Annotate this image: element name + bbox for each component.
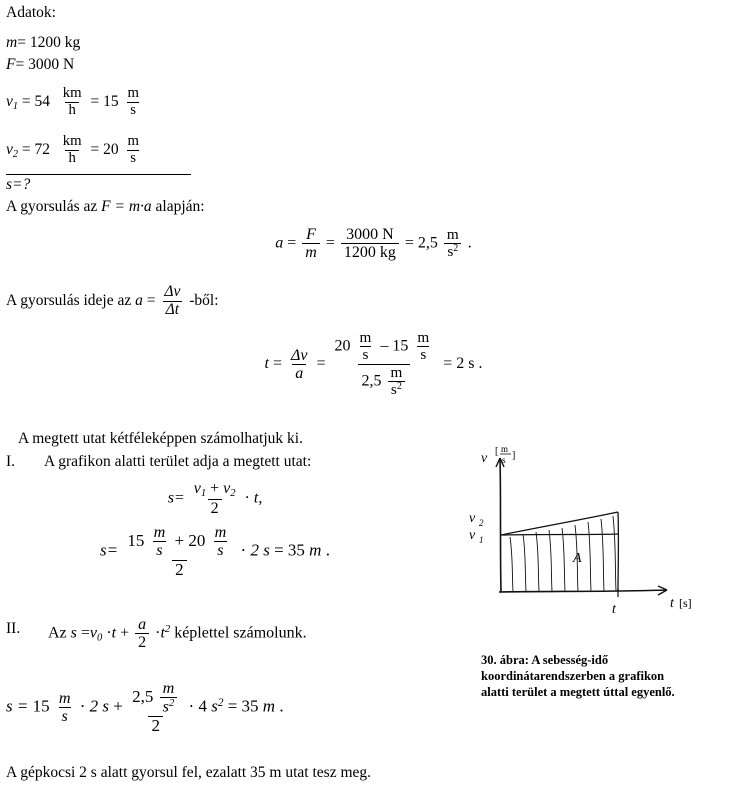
given-force-value: 3000 N bbox=[28, 56, 75, 73]
eq-final-t-val: 2 s bbox=[89, 696, 110, 716]
eq-t-n2: 15 bbox=[392, 337, 409, 355]
svg-text:2: 2 bbox=[479, 518, 484, 528]
item-II-dot2: · bbox=[155, 624, 161, 642]
equation-s-symbolic bbox=[0, 480, 430, 518]
eq-t-den-unit bbox=[387, 365, 405, 399]
time-intro-frac-num: Δv bbox=[164, 283, 181, 300]
eq-final-v-unit: $\frac{m}{s}$ bbox=[58, 689, 71, 726]
eq-t-fraction-numeric bbox=[332, 330, 438, 399]
eq-t-lhs: t bbox=[264, 354, 269, 372]
eq-s-num-lhs: s= bbox=[100, 540, 119, 560]
eq-a-unit-den-exp: 2 bbox=[453, 243, 459, 255]
item-I-text: A grafikon alatti terület adja a megtett utat: bbox=[44, 453, 312, 470]
given-mass bbox=[6, 34, 80, 52]
eq-s-num-b-val: 20 bbox=[188, 530, 206, 550]
given-v1-unit-den: h bbox=[65, 102, 78, 119]
item-II-prefix: Az bbox=[48, 624, 71, 642]
eq-t-result: 2 s bbox=[456, 354, 475, 372]
given-v2 bbox=[6, 134, 144, 167]
x-axis-unit: [s] bbox=[679, 596, 692, 610]
eq-a-lhs: a bbox=[275, 234, 284, 252]
svg-text:1: 1 bbox=[479, 535, 484, 545]
eq-a-unit-num: m bbox=[446, 225, 459, 243]
eq-t-n2-unit-num: m bbox=[417, 329, 430, 346]
eq-final-frac-num-unit: $\frac{m}{s^2}$ bbox=[160, 680, 178, 716]
item-II-frac-num: a bbox=[138, 616, 147, 633]
svg-text:]: ] bbox=[512, 450, 516, 461]
given-v2-unit bbox=[60, 134, 85, 167]
eq-s-num-b-unit: $\frac{m}{s}$ bbox=[214, 524, 227, 560]
svg-text:[: [ bbox=[495, 446, 499, 457]
area-hatching bbox=[510, 516, 616, 591]
eq-a-unit-den: $s^2$ bbox=[444, 243, 461, 260]
eq-final-lhs: s = bbox=[6, 696, 29, 716]
given-v1-subscript: 1 bbox=[12, 100, 18, 112]
eq-t-frac2-num bbox=[332, 330, 438, 364]
eq-s-num-t: 2 s bbox=[250, 540, 270, 560]
x-axis-label: t bbox=[670, 596, 674, 611]
item-II-lhs: s bbox=[70, 624, 77, 642]
given-v2-value: 72 bbox=[34, 140, 50, 158]
item-II-number: II. bbox=[6, 620, 21, 637]
item-II-t2-exp: 2 bbox=[164, 624, 171, 636]
given-v2-equals2: = bbox=[90, 140, 100, 158]
given-mass-value: 1200 kg bbox=[29, 34, 81, 51]
figure-svg bbox=[455, 440, 720, 630]
acceleration-intro-prefix: A gyorsulás az bbox=[6, 198, 102, 215]
svg-text:v: v bbox=[469, 528, 476, 543]
eq-s-num-equals: = bbox=[274, 540, 284, 560]
time-intro-equals: = bbox=[146, 291, 156, 309]
time-intro-frac-den: Δt bbox=[163, 301, 182, 319]
given-mass-equals: = bbox=[17, 34, 26, 51]
eq-final-equals: = bbox=[227, 696, 238, 716]
eq-s-num-fraction bbox=[124, 524, 234, 579]
eq-s-num-result: 35 bbox=[287, 540, 305, 560]
eq-a-equals2: = bbox=[325, 234, 335, 252]
eq-a-equals3: = bbox=[404, 234, 414, 252]
item-II-plus: + bbox=[120, 624, 130, 642]
eq-t-n1-unit-num: m bbox=[359, 329, 372, 346]
eq-final-period: . bbox=[279, 696, 284, 716]
eq-a-fraction-numeric bbox=[341, 226, 399, 262]
eq-s-num-dot: · bbox=[240, 540, 247, 560]
eq-final-fraction bbox=[129, 680, 182, 736]
eq-a-result: 2,5 bbox=[417, 234, 438, 252]
eq-final-result-unit: m bbox=[262, 696, 276, 716]
given-v2-unit2-num: m bbox=[127, 133, 139, 149]
item-II-v0-sub: 0 bbox=[97, 632, 103, 644]
given-v2-unit2-den: s bbox=[127, 150, 139, 167]
given-v2-unit-den: h bbox=[65, 150, 78, 167]
eq-final-frac-num: 2,5 $\frac{m}{s^2}$ bbox=[129, 680, 182, 716]
given-force-symbol: F bbox=[6, 56, 16, 73]
y-axis-line bbox=[500, 458, 501, 592]
acceleration-intro-formula: F = m·a bbox=[101, 198, 152, 215]
eq-t-period: . bbox=[478, 354, 483, 372]
given-v1-unit-num: km bbox=[62, 85, 82, 101]
figure-velocity-time-graph bbox=[455, 440, 720, 630]
item-I-number: I. bbox=[6, 453, 16, 470]
svg-text:m: m bbox=[501, 444, 509, 454]
v2-axis-label bbox=[469, 511, 484, 528]
time-intro-prefix: A gyorsulás ideje az bbox=[6, 291, 136, 309]
time-intro bbox=[6, 284, 219, 318]
eq-t-n1: 20 bbox=[334, 337, 351, 355]
eq-t-n2-unit bbox=[414, 330, 432, 364]
given-v2-unit-num: km bbox=[62, 133, 82, 149]
given-v1-symbol: v bbox=[6, 92, 13, 110]
eq-a-equals1: = bbox=[287, 234, 297, 252]
t-tick-label: t bbox=[612, 602, 616, 617]
acceleration-intro-suffix: alapján: bbox=[151, 198, 205, 215]
given-force-equals: = bbox=[15, 56, 25, 73]
given-v2-subscript: 2 bbox=[12, 148, 18, 160]
unknown-quantity: s=? bbox=[6, 176, 31, 193]
item-II-t: t bbox=[111, 624, 117, 642]
given-v1-unit2-den: s bbox=[127, 102, 139, 119]
eq-final-t2-unit: s bbox=[211, 696, 218, 716]
eq-s-num-den: 2 bbox=[172, 560, 187, 579]
eq-s-num-result-unit: m bbox=[309, 540, 322, 560]
given-v1-value2: 15 bbox=[103, 92, 119, 110]
eq-final-frac-den: 2 bbox=[148, 716, 163, 735]
eq-t-frac1-den: a bbox=[292, 364, 306, 382]
time-intro-lhs: a bbox=[135, 291, 143, 309]
item-II-equals: = bbox=[80, 624, 90, 642]
eq-a-fraction-symbolic bbox=[302, 226, 320, 262]
svg-text:v: v bbox=[469, 511, 476, 526]
svg-text:s: s bbox=[502, 455, 506, 465]
item-II-frac-den: 2 bbox=[135, 633, 149, 651]
given-mass-symbol: m bbox=[6, 34, 18, 51]
given-v1 bbox=[6, 86, 144, 119]
given-v1-unit bbox=[60, 86, 85, 119]
eq-s-sym-lhs: s= bbox=[167, 489, 185, 507]
item-II-v0: v bbox=[89, 624, 98, 642]
eq-t-den-unit-num: m bbox=[390, 363, 403, 381]
x-axis-line bbox=[499, 590, 667, 592]
eq-s-num-plus: + bbox=[174, 530, 185, 550]
figure-caption: 30. ábra: A sebesség-idő koordinátarendszerben a grafikon alatti terület a megtett úttal egyenlő. bbox=[481, 653, 675, 699]
eq-t-equals2: = bbox=[316, 354, 326, 372]
eq-final-t2-val: 4 bbox=[198, 696, 207, 716]
eq-a-frac1-den: m bbox=[302, 243, 320, 261]
eq-final-t2-exp: 2 bbox=[217, 697, 224, 710]
eq-s-num-a-val: 15 bbox=[127, 530, 145, 550]
equation-time bbox=[0, 330, 747, 399]
eq-s-num-period: . bbox=[325, 540, 330, 560]
eq-a-frac2-den: 1200 kg bbox=[341, 243, 399, 261]
eq-a-period: . bbox=[467, 234, 472, 252]
item-II-suffix: képlettel számolunk. bbox=[170, 624, 307, 642]
eq-t-n1-unit bbox=[357, 330, 375, 364]
velocity-slope-line bbox=[501, 512, 618, 535]
time-intro-fraction bbox=[161, 284, 183, 318]
eq-t-minus: – bbox=[380, 337, 389, 355]
closing-line: A gépkocsi 2 s alatt gyorsul fel, ezalatt 35 m utat tesz meg. bbox=[6, 764, 372, 781]
acceleration-intro bbox=[6, 198, 205, 216]
eq-t-frac1-num: Δv bbox=[291, 346, 308, 364]
y-axis-label: v bbox=[481, 451, 488, 466]
eq-final-result: 35 bbox=[241, 696, 259, 716]
given-v2-value2: 20 bbox=[103, 140, 119, 158]
given-v1-value: 54 bbox=[34, 92, 50, 110]
given-v2-symbol: v bbox=[6, 140, 13, 158]
eq-a-frac2-num: 3000 N bbox=[346, 226, 394, 243]
data-block-divider bbox=[6, 174, 191, 175]
eq-t-n1-unit-den: s bbox=[360, 346, 372, 363]
eq-s-sym-num: $v_1 + v_2$ bbox=[193, 480, 236, 499]
data-heading: Adatok: bbox=[6, 4, 56, 21]
two-ways-line: A megtett utat kétféleképpen számolhatjuk ki. bbox=[18, 430, 303, 447]
eq-t-frac2-den bbox=[358, 364, 410, 399]
time-intro-suffix: -ből: bbox=[185, 291, 219, 309]
eq-a-frac1-num: F bbox=[306, 226, 316, 243]
eq-final-dot2: · bbox=[188, 696, 195, 716]
given-v2-unit2 bbox=[124, 134, 141, 167]
eq-t-den-unit-den: $s^2$ bbox=[388, 381, 405, 398]
given-v2-equals: = bbox=[21, 140, 31, 158]
eq-s-num-a-unit: $\frac{m}{s}$ bbox=[153, 524, 166, 560]
given-v1-equals: = bbox=[21, 92, 31, 110]
eq-final-frac-num-unit-den: $s^2$ bbox=[160, 697, 178, 716]
given-v1-equals2: = bbox=[90, 92, 100, 110]
item-II-line bbox=[48, 616, 307, 652]
eq-t-fraction-symbolic bbox=[288, 347, 311, 383]
eq-a-result-unit bbox=[444, 227, 462, 261]
v1-axis-label bbox=[469, 528, 484, 545]
v1-level-line bbox=[501, 534, 618, 535]
eq-s-sym-den: 2 bbox=[208, 499, 222, 517]
given-v1-unit2-num: m bbox=[127, 85, 139, 101]
eq-s-sym-comma: , bbox=[258, 489, 263, 507]
eq-final-v-val: 15 bbox=[32, 696, 50, 716]
area-label: A bbox=[573, 551, 582, 566]
eq-t-equals1: = bbox=[272, 354, 283, 372]
eq-final-plus: + bbox=[113, 696, 123, 716]
eq-s-sym-fraction bbox=[191, 480, 239, 518]
equation-final bbox=[6, 680, 284, 736]
eq-t-den-val: 2,5 bbox=[361, 372, 382, 390]
eq-final-dot1: · bbox=[79, 696, 86, 716]
eq-t-equals3: = bbox=[443, 354, 453, 372]
item-II-t2: t bbox=[160, 624, 165, 642]
equation-s-numeric bbox=[0, 524, 430, 579]
item-II-fraction bbox=[135, 616, 149, 652]
given-force bbox=[6, 56, 74, 74]
eq-t-n2-unit-den: s bbox=[417, 346, 429, 363]
eq-s-num-num bbox=[124, 524, 234, 560]
eq-t-den-unit-den-exp: 2 bbox=[396, 381, 402, 393]
eq-s-sym-dot: · bbox=[244, 489, 250, 507]
given-v1-unit2 bbox=[124, 86, 141, 119]
item-II-dot1: · bbox=[106, 624, 112, 642]
eq-s-sym-t: t bbox=[253, 489, 259, 507]
equation-acceleration bbox=[0, 226, 747, 262]
